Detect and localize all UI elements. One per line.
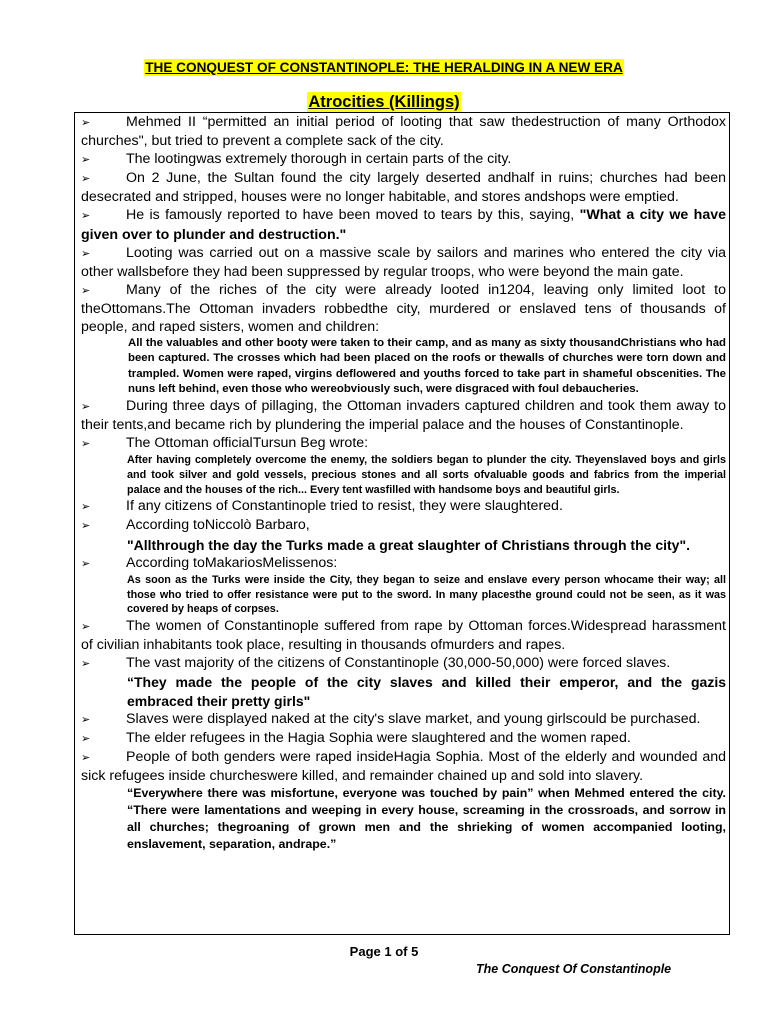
- page-number: Page 1 of 5: [349, 944, 419, 959]
- item-text: He is famously reported to have been moved to tears by this, saying,: [126, 207, 580, 224]
- list-item: [81, 434, 726, 453]
- block-quote: As soon as the Turks were inside the City, they began to seize and enslave every person whocame their way; all those who tried to offer resistance were put to the sword. In many placesthe ground could not be seen, as it was covered by heaps of corpses.: [127, 573, 726, 616]
- list-item: [81, 281, 726, 336]
- bullet-arrow-icon: ➢: [81, 501, 91, 514]
- bullet-arrow-icon: ➢: [81, 173, 91, 186]
- block-quote: "Allthrough the day the Turks made a great slaughter of Christians through the city".: [127, 536, 690, 553]
- list-item: [81, 748, 726, 785]
- item-text: People of both genders were raped insideHagia Sophia. Most of the elderly and wounded and sick refugees inside churcheswere killed, and remainder chained up and sold into slavery.: [81, 749, 726, 785]
- item-text: If any citizens of Constantinople tried to resist, they were slaughtered.: [126, 498, 563, 515]
- list-item: [81, 497, 726, 516]
- list-item: [81, 397, 726, 434]
- list-item: [81, 617, 726, 654]
- list-item: [81, 654, 726, 673]
- bullet-arrow-icon: ➢: [81, 117, 91, 129]
- item-text: According toMakariosMelissenos:: [126, 554, 338, 571]
- item-text: Many of the riches of the city were already looted in1204, leaving only limited loot to theOttomans.The Ottoman invaders robbedthe city, murdered or enslaved tens of thousands of people, and raped sisters, women and children:: [81, 281, 726, 336]
- item-text: The Ottoman officialTursun Beg wrote:: [126, 435, 369, 452]
- bullet-arrow-icon: ➢: [81, 520, 91, 533]
- subtitle-row: [0, 92, 768, 113]
- block-quote: All the valuables and other booty were taken to their camp, and as many as sixty thousandChristians who had been captured. The crosses which had been placed on the roofs or thewalls of churches were torn down and trampled. Women were raped, virgins deflowered and youths forced to take part in shameful obscenities. The nuns left behind, even those who wereobviously such, were disgraced with foul debaucheries.: [128, 337, 726, 395]
- bullet-arrow-icon: ➢: [81, 247, 91, 260]
- block-quote: “They made the people of the city slaves and killed their emperor, and the gazis embraced their pretty girls": [127, 674, 726, 709]
- block-quote: “Everywhere there was misfortune, everyone was touched by pain” when Mehmed entered the city. “There were lamentations and weeping in every house, screaming in the crossroads, and sorrow in all churches; thegroaning of grown men and the shrieking of women accompanied looting, enslavement, separation, andrape.”: [127, 786, 726, 851]
- item-text: The women of Constantinople suffered from rape by Ottoman forces.Widespread harassment of civilian inhabitants took place, resulting in thousands ofmurders and rapes.: [81, 618, 726, 654]
- bullet-arrow-icon: ➢: [81, 713, 91, 726]
- list-item: [81, 206, 726, 243]
- bullet-arrow-icon: ➢: [81, 400, 91, 413]
- bullet-arrow-icon: ➢: [81, 284, 91, 297]
- item-quote-text: "What a city we have given over to plunder and destruction.": [81, 207, 726, 243]
- item-text: During three days of pillaging, the Ottoman invaders captured children and took them away to their tents,and became rich by plundering the imperial palace and the houses of Constantinople.: [81, 397, 726, 434]
- list-item: [81, 113, 726, 150]
- block-quote: After having completely overcome the enemy, the soldiers began to plunder the city. Theyenslaved boys and girls and took silver and gold vessels, precious stones and all sorts ofvaluable goods and fabrics from the imperial palace and the houses of the rich... Every tent wasfilled with handsome boys and beautiful girls.: [127, 454, 726, 496]
- section-title: Atrocities (Killings): [308, 93, 460, 111]
- footer-doc-title: The Conquest Of Constantinople: [476, 962, 672, 976]
- bullet-arrow-icon: ➢: [81, 557, 91, 570]
- list-item: [81, 244, 726, 281]
- title-row: [0, 59, 768, 77]
- bullet-arrow-icon: ➢: [81, 752, 91, 765]
- list-item: [81, 150, 726, 169]
- item-text: According toNiccolò Barbaro,: [126, 517, 310, 534]
- item-text: The lootingwas extremely thorough in certain parts of the city.: [126, 151, 512, 168]
- list-item: [81, 169, 726, 206]
- bullet-arrow-icon: ➢: [81, 210, 91, 223]
- bullet-arrow-icon: ➢: [81, 438, 91, 451]
- item-text: The elder refugees in the Hagia Sophia were slaughtered and the women raped.: [126, 729, 631, 746]
- bullet-arrow-icon: ➢: [81, 658, 91, 671]
- item-text: The vast majority of the citizens of Constantinople (30,000-50,000) were forced slaves.: [126, 655, 671, 672]
- list-item: [81, 729, 726, 748]
- bullet-arrow-icon: ➢: [81, 732, 91, 745]
- item-text: Slaves were displayed naked at the city's slave market, and young girlscould be purchased.: [126, 710, 701, 727]
- list-item: [81, 710, 726, 729]
- list-item: [81, 554, 726, 573]
- item-text: Looting was carried out on a massive scale by sailors and marines who entered the city via other wallsbefore they had been suppressed by regular troops, who were beyond the main gate.: [81, 244, 726, 280]
- page-title: THE CONQUEST OF CONSTANTINOPLE: THE HERALDING IN A NEW ERA: [145, 60, 623, 75]
- bullet-arrow-icon: ➢: [81, 154, 91, 167]
- item-text: On 2 June, the Sultan found the city largely deserted andhalf in ruins; churches had been desecrated and stripped, houses were no longer habitable, and stores andshops were emptied.: [81, 170, 726, 206]
- content-box: [74, 112, 730, 935]
- list-item: [81, 516, 726, 535]
- item-text: Mehmed II “permitted an initial period of looting that saw thedestruction of many Orthodox churches", but tried to prevent a complete sack of the city.: [81, 114, 726, 150]
- bullet-arrow-icon: ➢: [81, 621, 91, 634]
